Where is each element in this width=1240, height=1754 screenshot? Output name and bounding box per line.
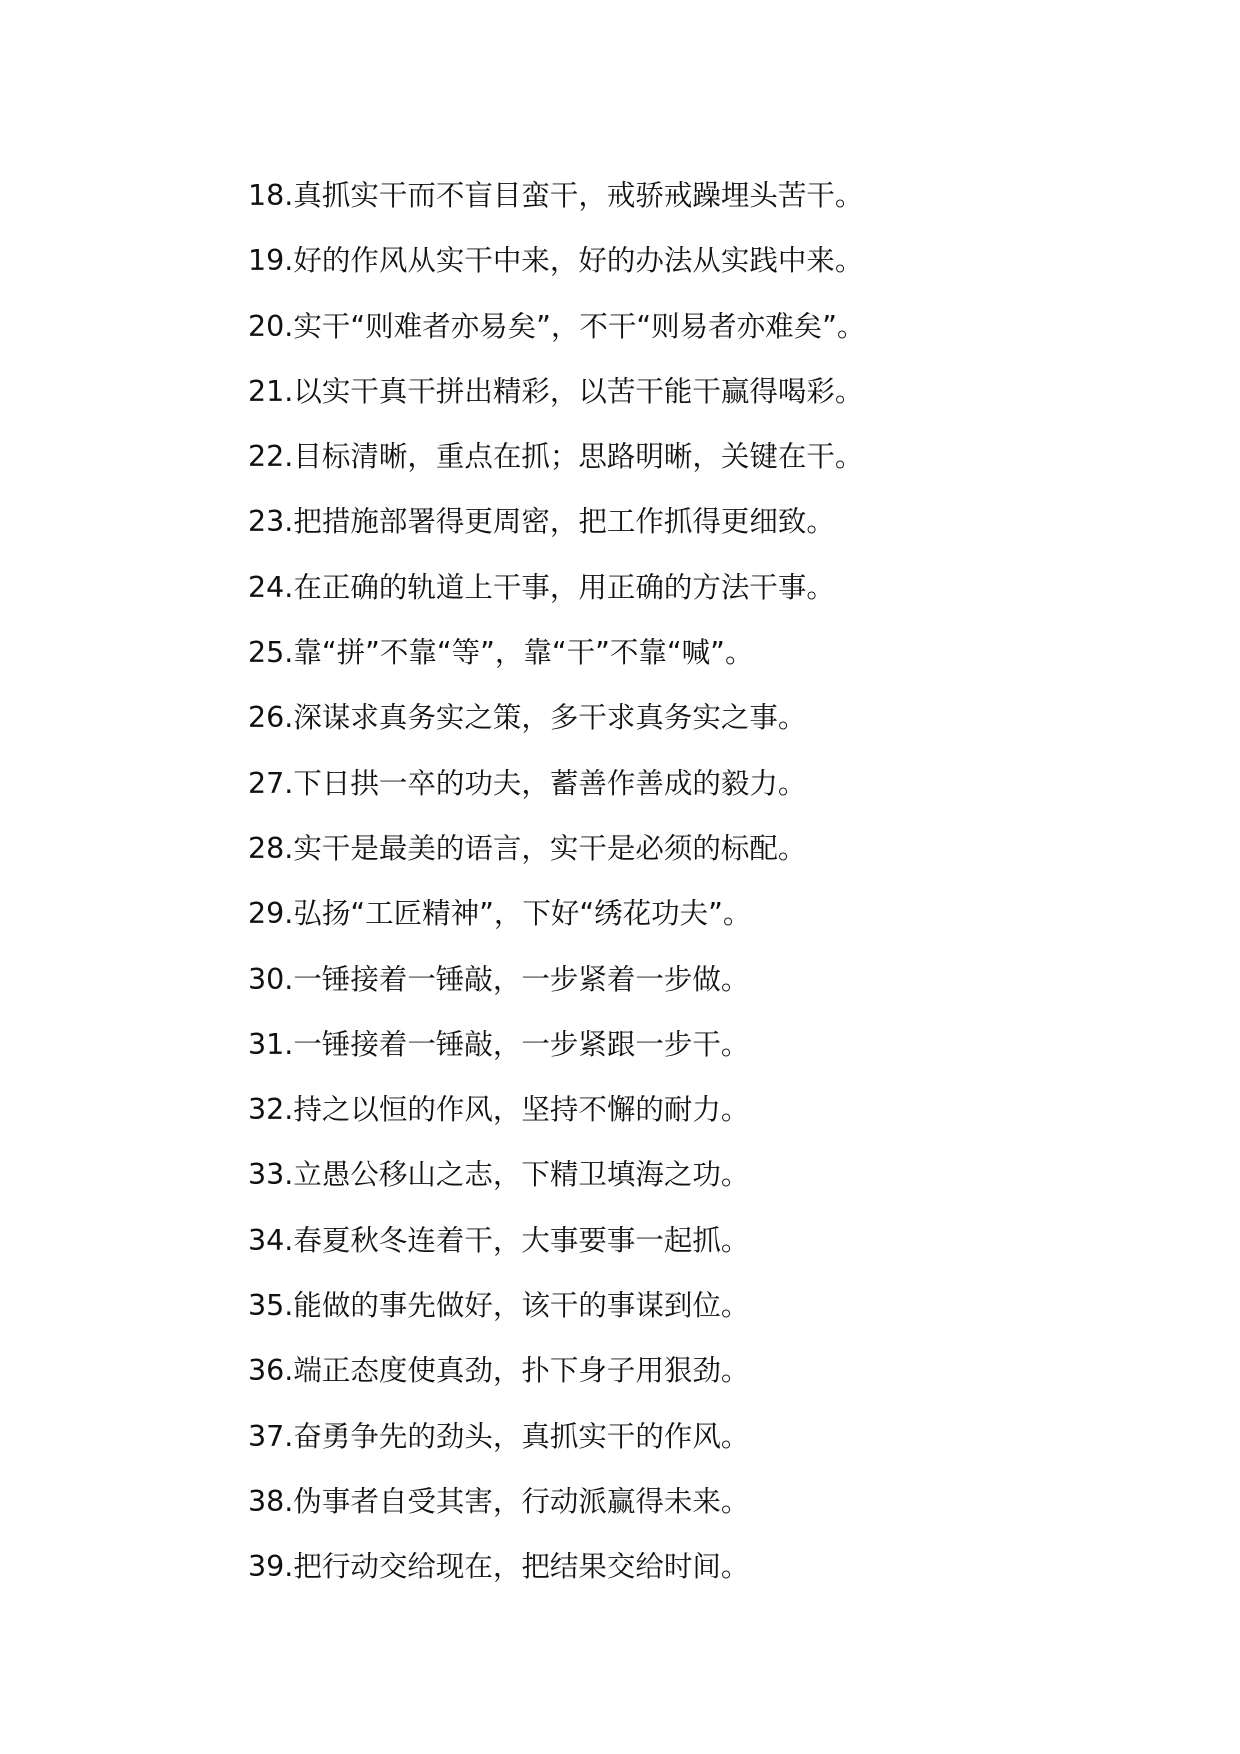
list-item: 26.深谋求真务实之策，多干求真务实之事。 [248,701,807,735]
list-item: 36.端正态度使真劲，扑下身子用狠劲。 [248,1354,750,1388]
list-item: 33.立愚公移山之志，下精卫填海之功。 [248,1158,750,1192]
list-item: 32.持之以恒的作风，坚持不懈的耐力。 [248,1093,750,1127]
list-item: 38.伪事者自受其害，行动派赢得未来。 [248,1484,750,1518]
list-item: 25.靠“拼”不靠“等”，靠“干”不靠“喊”。 [248,636,754,670]
list-item: 22.目标清晰，重点在抓；思路明晰，关键在干。 [248,440,864,474]
list-item: 30.一锤接着一锤敲，一步紧着一步做。 [248,962,750,996]
list-item: 23.把措施部署得更周密，把工作抓得更细致。 [248,505,835,539]
list-item: 20.实干“则难者亦易矣”，不干“则易者亦难矣”。 [248,309,866,343]
list-item: 37.奋勇争先的劲头，真抓实干的作风。 [248,1419,750,1453]
list-item: 27.下日拱一卒的功夫，蓄善作善成的毅力。 [248,766,807,800]
list-item: 28.实干是最美的语言，实干是必须的标配。 [248,831,807,865]
list-item: 34.春夏秋冬连着干，大事要事一起抓。 [248,1223,750,1257]
list-item: 35.能做的事先做好，该干的事谋到位。 [248,1289,750,1323]
list-item: 19.好的作风从实干中来，好的办法从实践中来。 [248,244,864,278]
list-item: 29.弘扬“工匠精神”，下好“绣花功夫”。 [248,897,752,931]
quote-list [248,170,1148,1607]
list-item: 24.在正确的轨道上干事，用正确的方法干事。 [248,570,835,604]
list-item: 39.把行动交给现在，把结果交给时间。 [248,1550,750,1584]
list-item: 31.一锤接着一锤敲，一步紧跟一步干。 [248,1027,750,1061]
list-item: 21.以实干真干拼出精彩，以苦干能干赢得喝彩。 [248,374,864,408]
list-item: 18.真抓实干而不盲目蛮干，戒骄戒躁埋头苦干。 [248,179,864,212]
